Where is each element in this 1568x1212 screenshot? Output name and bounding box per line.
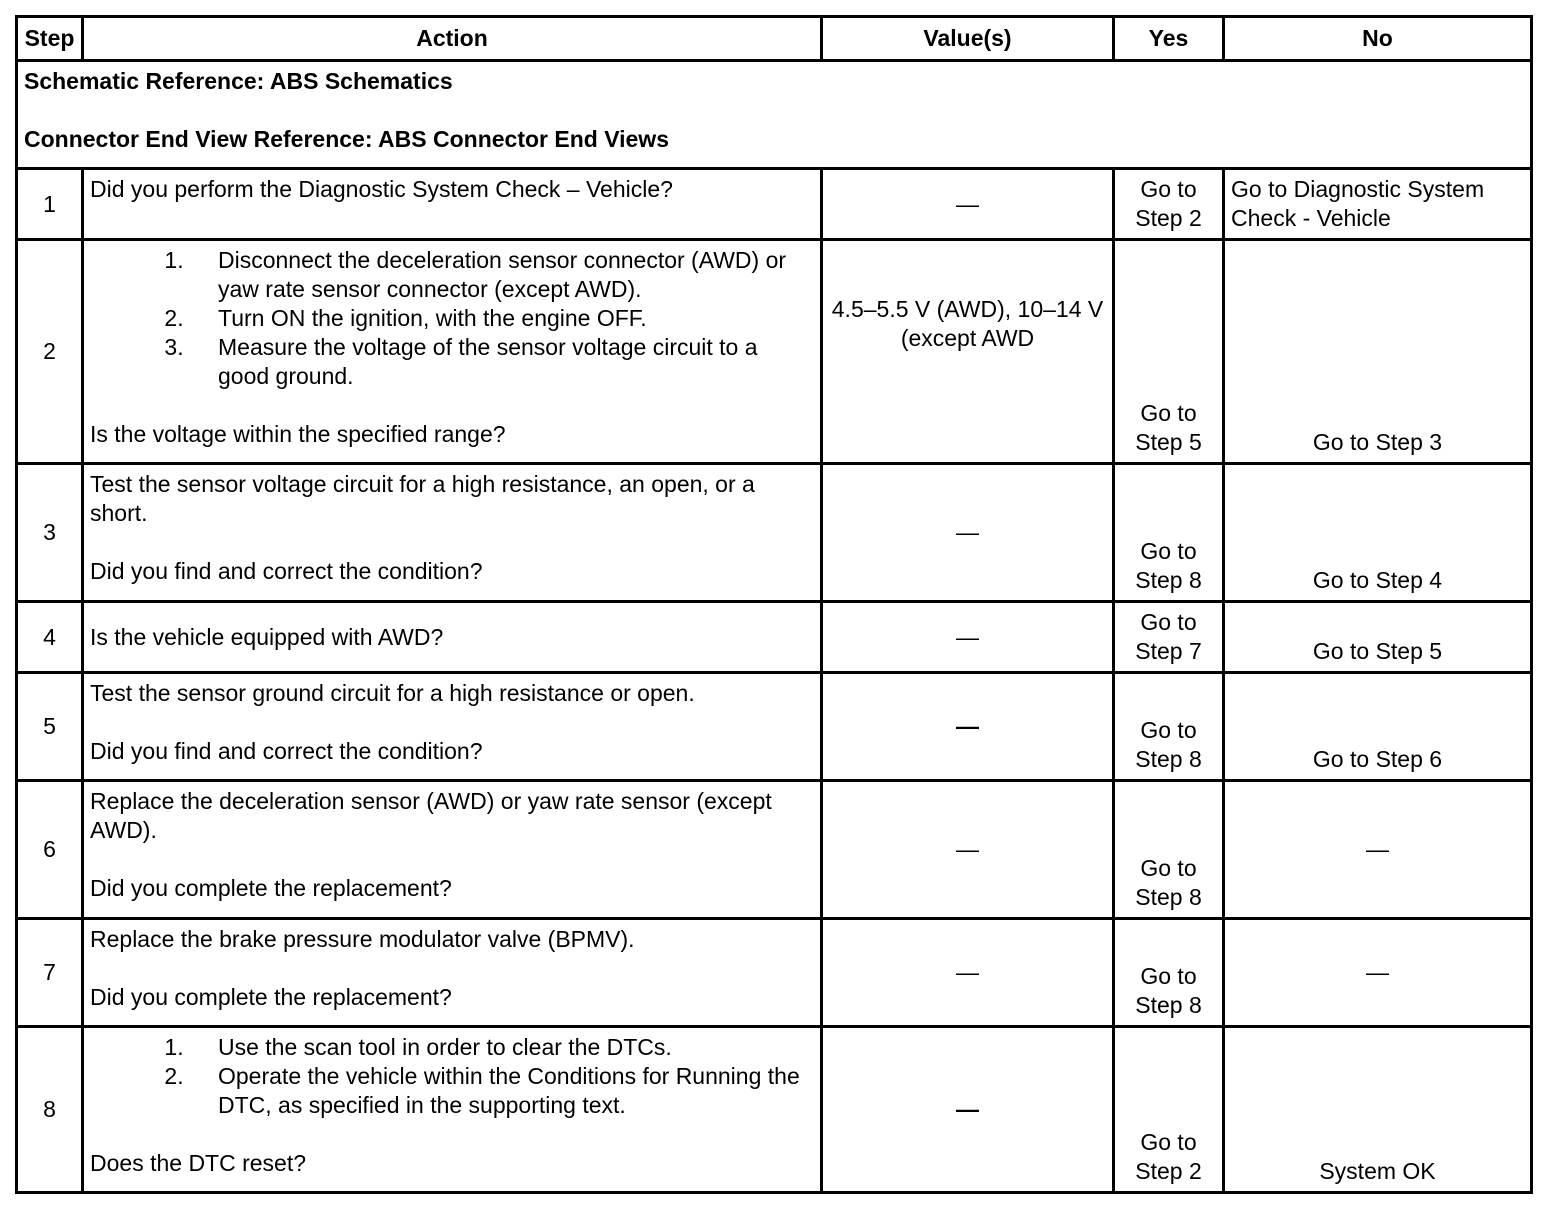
value-cell: —	[822, 781, 1114, 919]
table-row	[17, 240, 1532, 464]
table-row	[17, 919, 1532, 1027]
action-question: Did you find and correct the condition?	[90, 558, 483, 584]
action-cell	[83, 1027, 822, 1193]
no-cell: —	[1224, 781, 1532, 919]
step-number: 2	[17, 240, 83, 464]
action-cell	[83, 240, 822, 464]
no-cell: Go to Diagnostic System Check - Vehicle	[1224, 169, 1532, 240]
header-step: Step	[17, 17, 83, 61]
no-cell: System OK	[1224, 1027, 1532, 1193]
action-cell	[83, 673, 822, 781]
action-text: Is the vehicle equipped with AWD?	[90, 623, 444, 650]
connector-reference: Connector End View Reference: ABS Connector End Views	[24, 126, 669, 152]
table-row	[17, 464, 1532, 602]
action-question: Did you complete the replacement?	[90, 984, 452, 1010]
value-cell: —	[822, 919, 1114, 1027]
value-cell: —	[822, 1027, 1114, 1193]
header-action: Action	[83, 17, 822, 61]
step-number: 4	[17, 602, 83, 673]
no-cell: —	[1224, 919, 1532, 1027]
no-cell: Go to Step 6	[1224, 673, 1532, 781]
action-question: Did you find and correct the condition?	[90, 738, 483, 764]
yes-cell: Go to Step 8	[1114, 919, 1224, 1027]
yes-cell: Go to Step 8	[1114, 781, 1224, 919]
step-number: 1	[17, 169, 83, 240]
header-no: No	[1224, 17, 1532, 61]
action-text: Did you perform the Diagnostic System Check – Vehicle?	[90, 176, 673, 202]
table-row	[17, 781, 1532, 919]
action-question: Is the voltage within the specified range?	[90, 421, 506, 447]
action-text: Replace the brake pressure modulator valve (BPMV).	[90, 926, 635, 952]
action-cell	[83, 602, 822, 673]
step-number: 6	[17, 781, 83, 919]
yes-cell: Go to Step 2	[1114, 169, 1224, 240]
yes-cell: Go to Step 2	[1114, 1027, 1224, 1193]
value-cell: 4.5–5.5 V (AWD), 10–14 V (except AWD	[822, 240, 1114, 464]
reference-row	[17, 61, 1532, 169]
action-list-item: 1. Use the scan tool in order to clear the DTCs.	[190, 1033, 814, 1062]
table-row	[17, 602, 1532, 673]
yes-cell: Go to Step 7	[1114, 602, 1224, 673]
no-cell: Go to Step 5	[1224, 602, 1532, 673]
action-text: Test the sensor voltage circuit for a high resistance, an open, or a short.	[90, 471, 755, 526]
header-values: Value(s)	[822, 17, 1114, 61]
action-cell	[83, 169, 822, 240]
table-row	[17, 1027, 1532, 1193]
yes-cell: Go to Step 5	[1114, 240, 1224, 464]
action-cell	[83, 781, 822, 919]
action-text: Test the sensor ground circuit for a high resistance or open.	[90, 680, 695, 706]
schematic-reference: Schematic Reference: ABS Schematics	[24, 68, 453, 94]
action-text: Replace the deceleration sensor (AWD) or yaw rate sensor (except AWD).	[90, 788, 772, 843]
action-list	[90, 1033, 814, 1120]
value-cell: —	[822, 673, 1114, 781]
header-yes: Yes	[1114, 17, 1224, 61]
action-cell	[83, 464, 822, 602]
step-number: 7	[17, 919, 83, 1027]
step-number: 3	[17, 464, 83, 602]
no-cell: Go to Step 4	[1224, 464, 1532, 602]
value-cell: —	[822, 169, 1114, 240]
step-number: 5	[17, 673, 83, 781]
header-row	[17, 17, 1532, 61]
reference-cell	[17, 61, 1532, 169]
yes-cell: Go to Step 8	[1114, 464, 1224, 602]
yes-cell: Go to Step 8	[1114, 673, 1224, 781]
action-list	[90, 246, 814, 391]
action-list-item: 2. Turn ON the ignition, with the engine OFF.	[190, 304, 814, 333]
value-cell: —	[822, 464, 1114, 602]
value-cell: —	[822, 602, 1114, 673]
action-question: Does the DTC reset?	[90, 1150, 307, 1176]
diagnostic-table	[15, 15, 1533, 1194]
action-question: Did you complete the replacement?	[90, 875, 452, 901]
table-row	[17, 673, 1532, 781]
action-list-item: 1. Disconnect the deceleration sensor connector (AWD) or yaw rate sensor connector (except AWD).	[190, 246, 814, 304]
no-cell: Go to Step 3	[1224, 240, 1532, 464]
action-list-item: 2. Operate the vehicle within the Conditions for Running the DTC, as specified in the supporting text.	[190, 1062, 814, 1120]
action-list-item: 3. Measure the voltage of the sensor voltage circuit to a good ground.	[190, 333, 814, 391]
step-number: 8	[17, 1027, 83, 1193]
action-cell	[83, 919, 822, 1027]
table-row	[17, 169, 1532, 240]
